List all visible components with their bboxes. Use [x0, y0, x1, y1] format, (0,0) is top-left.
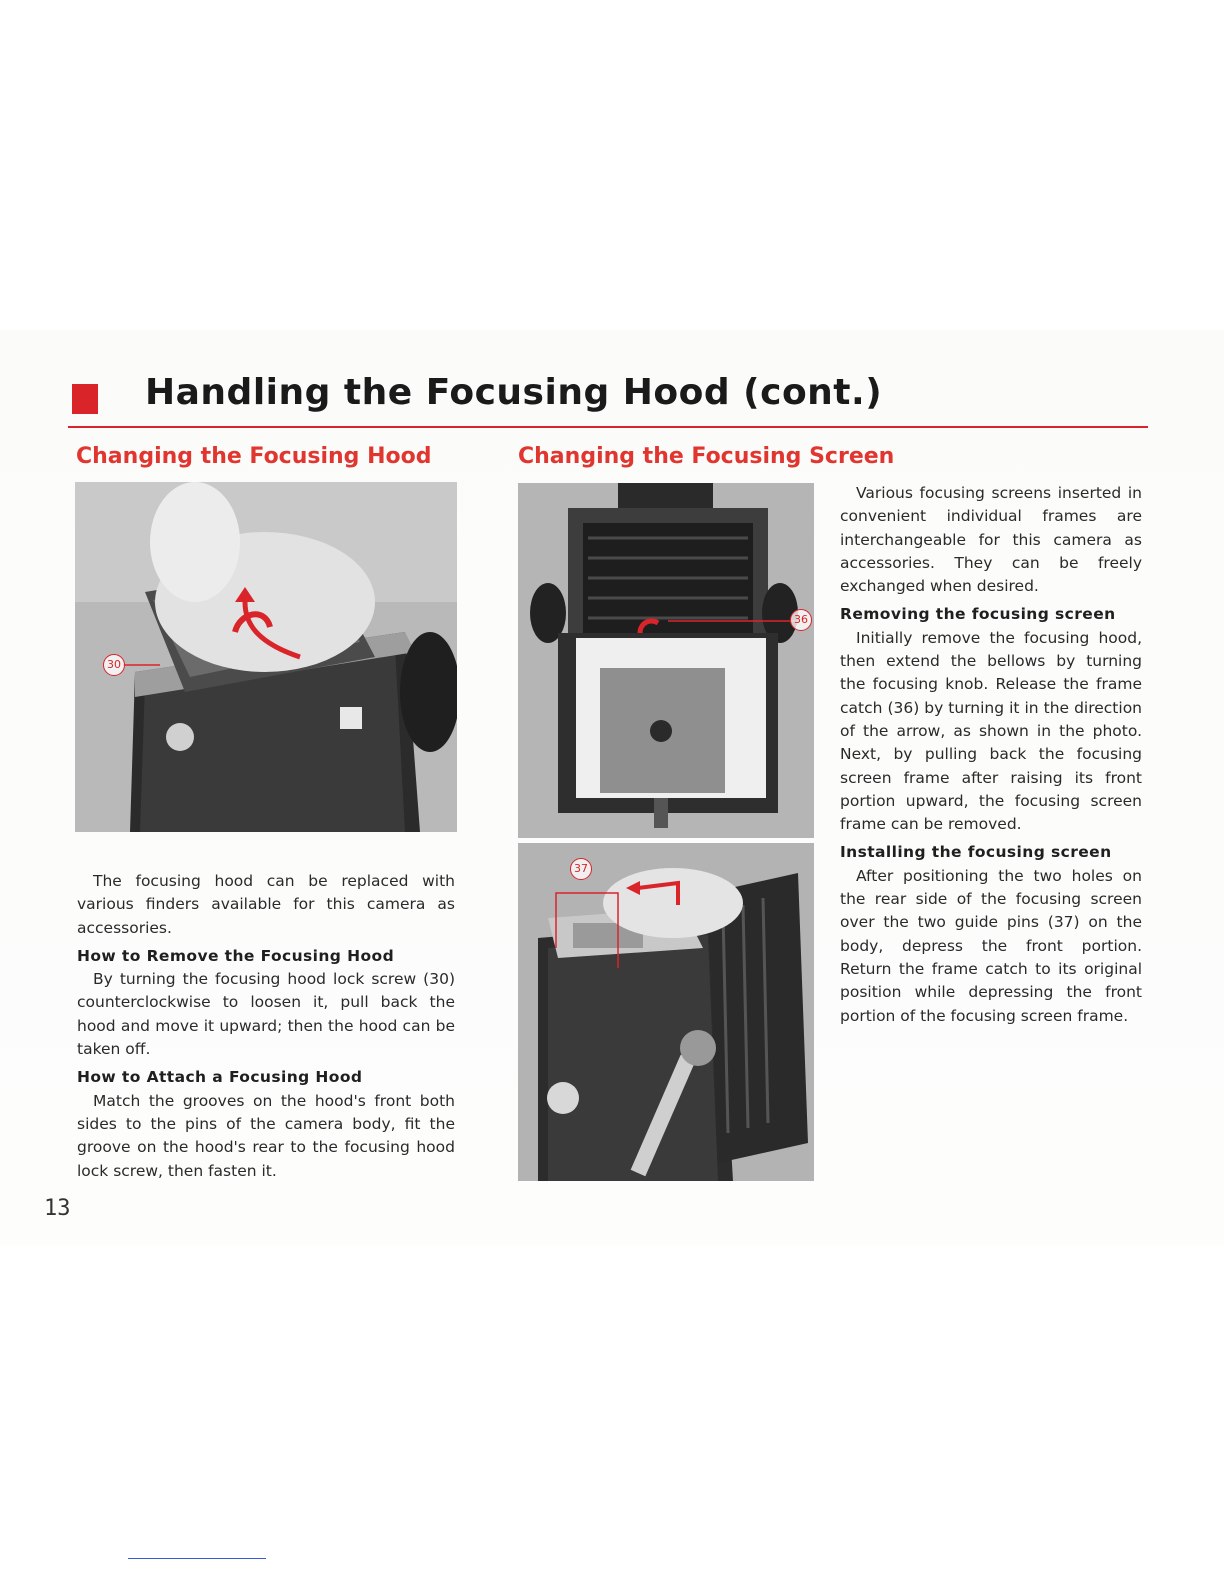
right-text-column — [840, 482, 1142, 1028]
callout-37: 37 — [570, 858, 592, 880]
title-marker — [72, 384, 98, 414]
page-title: Handling the Focusing Hood (cont.) — [145, 372, 883, 413]
callout-30: 30 — [103, 654, 125, 676]
bottom-rule — [128, 1558, 266, 1559]
removing-screen-paragraph: Initially remove the focusing hood, then extend the bellows by turning the focusing knob. Release the frame catch (36) by turning it in the direction of the arrow, as shown in the photo. Next, by pulling back the focusing screen frame after raising its front portion upward, the focusing screen frame can be removed. — [840, 628, 1142, 834]
hood-removal-photo — [75, 482, 457, 832]
attach-hood-paragraph: Match the grooves on the hood's front both sides to the pins of the camera body, fit the groove on the hood's rear to the focusing hood lock screw, then fasten it. — [77, 1091, 455, 1180]
screen-intro-paragraph: Various focusing screens inserted in convenient individual frames are interchangeable for this camera as accessories. They can be freely exchanged when desired. — [840, 484, 1142, 596]
remove-hood-subheading: How to Remove the Focusing Hood — [77, 946, 395, 965]
installing-screen-subheading: Installing the focusing screen — [840, 843, 1112, 862]
removing-screen-subheading: Removing the focusing screen — [840, 605, 1116, 624]
hood-intro-paragraph: The focusing hood can be replaced with various finders available for this camera as accessories. — [77, 872, 455, 937]
page-number: 13 — [44, 1196, 71, 1221]
installing-screen-paragraph: After positioning the two holes on the rear side of the focusing screen over the two guide pins (37) on the body, depress the front portion. Return the frame catch to its original position while depressing the front portion of the focusing screen frame. — [840, 866, 1142, 1025]
title-rule — [68, 426, 1148, 428]
screen-removal-photo — [518, 483, 814, 838]
left-text-column — [77, 870, 455, 1183]
screen-install-photo — [518, 843, 814, 1181]
attach-hood-subheading: How to Attach a Focusing Hood — [77, 1068, 363, 1087]
callout-36: 36 — [790, 609, 812, 631]
left-section-heading: Changing the Focusing Hood — [76, 444, 432, 469]
remove-hood-paragraph: By turning the focusing hood lock screw (30) counterclockwise to loosen it, pull back the hood and move it upward; then the hood can be taken off. — [77, 970, 455, 1059]
right-section-heading: Changing the Focusing Screen — [518, 444, 895, 469]
